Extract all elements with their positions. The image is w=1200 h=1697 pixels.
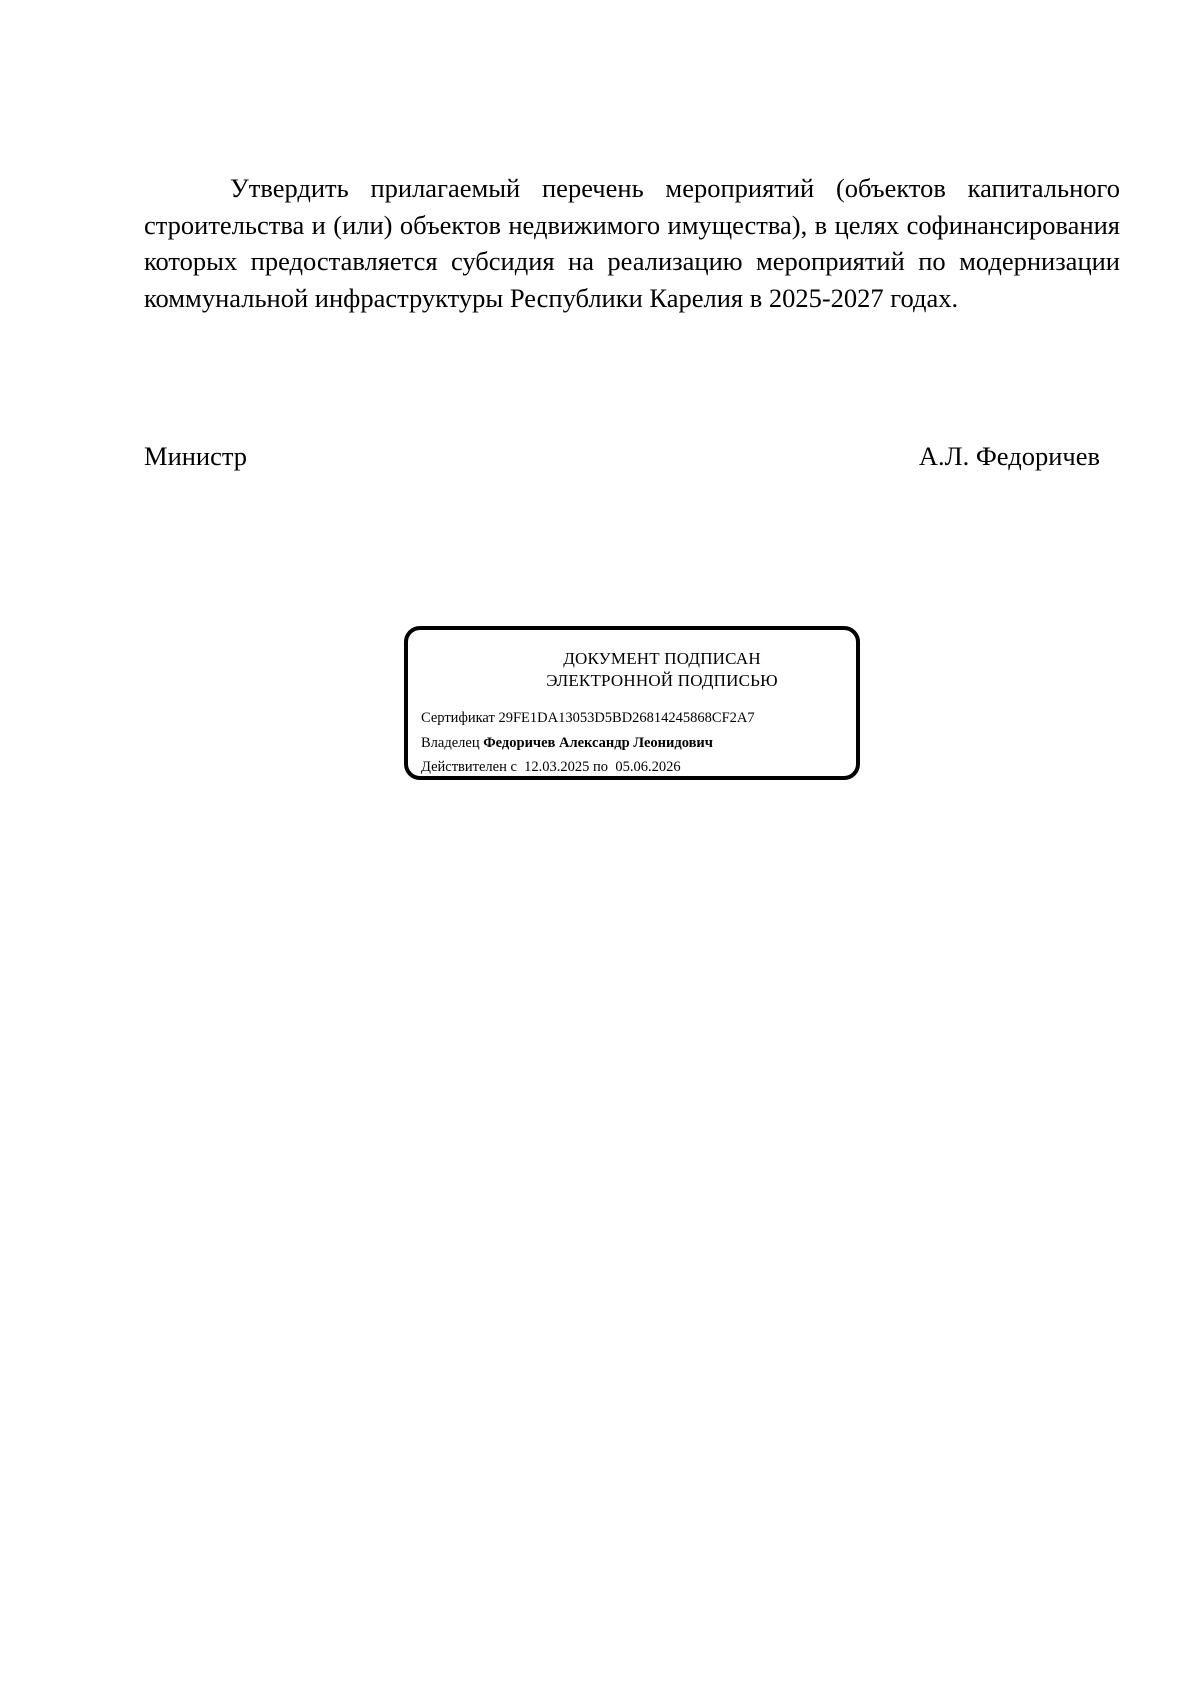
owner-value: Федоричев Александр Леонидович [483,734,713,751]
validity-label: Действителен с [421,759,517,775]
decree-paragraph: Утвердить прилагаемый перечень мероприятий (объектов капитального строительства и (или) объектов недвижимого имущества), в целях софинансирования которых предоставляется субсидия на реализацию мероприятий по модернизации коммунальной инфраструктуры Республики Карелия в 2025-2027 годах. [144,173,1120,313]
owner-label: Владелец [421,734,480,751]
owner-row [421,731,755,756]
certificate-row [421,706,755,731]
electronic-signature-stamp [404,626,860,780]
validity-to-label: по [593,759,609,775]
stamp-title [408,648,856,692]
certificate-label: Сертификат [421,710,495,726]
certificate-value: 29FE1DA13053D5BD26814245868CF2A7 [498,710,755,726]
stamp-title-line-2: ЭЛЕКТРОННОЙ ПОДПИСЬЮ [546,671,778,690]
stamp-title-line-1: ДОКУМЕНТ ПОДПИСАН [563,649,761,668]
validity-row [421,755,755,780]
valid-to: 05.06.2026 [615,759,681,775]
valid-from: 12.03.2025 [524,759,590,775]
signatory-name: А.Л. Федоричев [918,441,1100,471]
stamp-details [421,706,755,780]
signatory-position: Министр [144,441,248,471]
signature-block [144,438,1100,474]
